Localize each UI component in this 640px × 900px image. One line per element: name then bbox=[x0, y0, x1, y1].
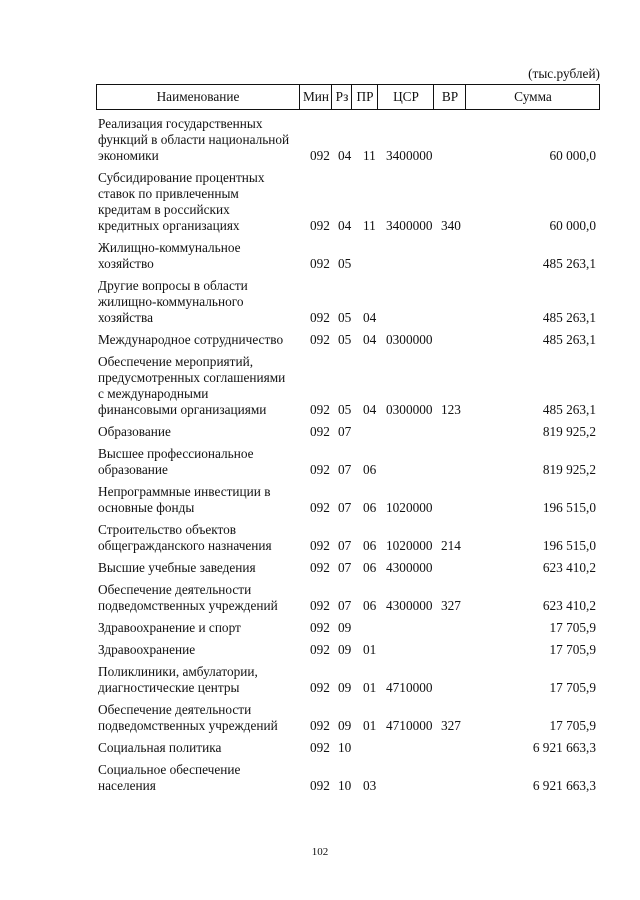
row-sum: 819 925,2 bbox=[542, 462, 596, 477]
header-rz: Рз bbox=[331, 85, 352, 109]
row-sum: 485 263,1 bbox=[542, 310, 596, 325]
row-min: 092 bbox=[310, 740, 330, 755]
row-name: Другие вопросы в области жилищно-коммунального хозяйства bbox=[98, 278, 248, 325]
row-min: 092 bbox=[310, 462, 330, 477]
row-csr: 4710000 bbox=[386, 680, 433, 695]
row-sum: 819 925,2 bbox=[542, 424, 596, 439]
row-name: Здравоохранение и спорт bbox=[98, 620, 241, 635]
row-rz: 05 bbox=[338, 332, 352, 347]
row-sum: 623 410,2 bbox=[542, 598, 596, 613]
header-pr: ПР bbox=[351, 85, 378, 109]
row-pr: 04 bbox=[363, 310, 377, 325]
row-sum: 623 410,2 bbox=[542, 560, 596, 575]
row-min: 092 bbox=[310, 680, 330, 695]
row-pr: 06 bbox=[363, 462, 377, 477]
row-csr: 4300000 bbox=[386, 598, 433, 613]
row-name: Поликлиники, амбулатории, диагностические центры bbox=[98, 664, 258, 695]
row-min: 092 bbox=[310, 218, 330, 233]
row-rz: 10 bbox=[338, 778, 352, 793]
row-min: 092 bbox=[310, 148, 330, 163]
table-row bbox=[0, 762, 640, 794]
row-sum: 17 705,9 bbox=[549, 620, 596, 635]
row-rz: 04 bbox=[338, 218, 352, 233]
row-pr: 01 bbox=[363, 642, 377, 657]
row-rz: 09 bbox=[338, 620, 352, 635]
row-name: Жилищно-коммунальное хозяйство bbox=[98, 240, 241, 271]
table-row bbox=[0, 702, 640, 734]
table-row bbox=[0, 620, 640, 636]
row-rz: 07 bbox=[338, 462, 352, 477]
header-sum: Сумма bbox=[465, 85, 600, 109]
row-sum: 485 263,1 bbox=[542, 332, 596, 347]
table-row bbox=[0, 484, 640, 516]
row-min: 092 bbox=[310, 402, 330, 417]
row-min: 092 bbox=[310, 424, 330, 439]
row-csr: 3400000 bbox=[386, 218, 433, 233]
table-row bbox=[0, 582, 640, 614]
row-name: Реализация государственных функций в области национальной экономики bbox=[98, 116, 290, 163]
row-min: 092 bbox=[310, 256, 330, 271]
row-name: Высшее профессиональное образование bbox=[98, 446, 254, 477]
row-csr: 3400000 bbox=[386, 148, 433, 163]
row-pr: 04 bbox=[363, 332, 377, 347]
row-min: 092 bbox=[310, 560, 330, 575]
row-vr: 123 bbox=[441, 402, 461, 417]
row-sum: 196 515,0 bbox=[542, 500, 596, 515]
row-sum: 485 263,1 bbox=[542, 256, 596, 271]
row-name: Здравоохранение bbox=[98, 642, 196, 657]
row-pr: 06 bbox=[363, 500, 377, 515]
row-pr: 04 bbox=[363, 402, 377, 417]
table-row bbox=[0, 424, 640, 440]
header-min: Мин bbox=[299, 85, 332, 109]
row-csr: 0300000 bbox=[386, 402, 433, 417]
row-rz: 10 bbox=[338, 740, 352, 755]
row-rz: 09 bbox=[338, 642, 352, 657]
row-name: Субсидирование процентных ставок по привлеченным кредитам в российских кредитных организациях bbox=[98, 170, 265, 233]
table-row bbox=[0, 740, 640, 756]
row-min: 092 bbox=[310, 718, 330, 733]
table-row bbox=[0, 642, 640, 658]
row-sum: 485 263,1 bbox=[542, 402, 596, 417]
row-sum: 196 515,0 bbox=[542, 538, 596, 553]
row-name: Образование bbox=[98, 424, 171, 439]
row-rz: 04 bbox=[338, 148, 352, 163]
row-csr: 4710000 bbox=[386, 718, 433, 733]
row-min: 092 bbox=[310, 620, 330, 635]
row-rz: 09 bbox=[338, 718, 352, 733]
row-name: Строительство объектов общегражданского назначения bbox=[98, 522, 272, 553]
row-min: 092 bbox=[310, 500, 330, 515]
row-min: 092 bbox=[310, 778, 330, 793]
table-row bbox=[0, 240, 640, 272]
row-min: 092 bbox=[310, 598, 330, 613]
table-row bbox=[0, 560, 640, 576]
table-row bbox=[0, 332, 640, 348]
row-rz: 07 bbox=[338, 424, 352, 439]
row-name: Социальная политика bbox=[98, 740, 222, 755]
row-name: Социальное обеспечение населения bbox=[98, 762, 241, 793]
row-sum: 17 705,9 bbox=[549, 718, 596, 733]
row-min: 092 bbox=[310, 642, 330, 657]
table-row bbox=[0, 446, 640, 478]
row-name: Обеспечение деятельности подведомственных учреждений bbox=[98, 702, 278, 733]
row-rz: 09 bbox=[338, 680, 352, 695]
row-rz: 07 bbox=[338, 598, 352, 613]
row-pr: 11 bbox=[363, 148, 376, 163]
row-sum: 60 000,0 bbox=[549, 148, 596, 163]
table-row bbox=[0, 522, 640, 554]
row-pr: 06 bbox=[363, 560, 377, 575]
table-header bbox=[96, 84, 600, 110]
table-row bbox=[0, 664, 640, 696]
row-name: Непрограммные инвестиции в основные фонды bbox=[98, 484, 271, 515]
row-name: Высшие учебные заведения bbox=[98, 560, 256, 575]
units-label: (тыс.рублей) bbox=[528, 66, 600, 81]
row-pr: 01 bbox=[363, 718, 377, 733]
table-row bbox=[0, 354, 640, 418]
row-min: 092 bbox=[310, 310, 330, 325]
row-rz: 05 bbox=[338, 402, 352, 417]
header-name: Наименование bbox=[156, 89, 240, 104]
row-rz: 07 bbox=[338, 560, 352, 575]
row-min: 092 bbox=[310, 538, 330, 553]
row-vr: 214 bbox=[441, 538, 461, 553]
row-sum: 17 705,9 bbox=[549, 680, 596, 695]
page-number: 102 bbox=[311, 846, 329, 858]
row-name: Обеспечение деятельности подведомственных учреждений bbox=[98, 582, 278, 613]
row-sum: 6 921 663,3 bbox=[532, 740, 596, 755]
row-vr: 327 bbox=[441, 598, 461, 613]
row-rz: 07 bbox=[338, 538, 352, 553]
row-rz: 05 bbox=[338, 256, 352, 271]
row-pr: 11 bbox=[363, 218, 376, 233]
row-pr: 01 bbox=[363, 680, 377, 695]
row-csr: 1020000 bbox=[386, 538, 433, 553]
row-name: Обеспечение мероприятий, предусмотренных соглашениями с международными финансовыми организациями bbox=[98, 354, 286, 417]
table-row bbox=[0, 170, 640, 234]
row-sum: 60 000,0 bbox=[549, 218, 596, 233]
row-csr: 1020000 bbox=[386, 500, 433, 515]
row-vr: 327 bbox=[441, 718, 461, 733]
row-sum: 17 705,9 bbox=[549, 642, 596, 657]
row-pr: 03 bbox=[363, 778, 377, 793]
row-rz: 05 bbox=[338, 310, 352, 325]
header-csr: ЦСР bbox=[377, 85, 434, 109]
table-row bbox=[0, 278, 640, 326]
row-csr: 0300000 bbox=[386, 332, 433, 347]
header-vr: ВР bbox=[433, 85, 466, 109]
row-pr: 06 bbox=[363, 538, 377, 553]
row-sum: 6 921 663,3 bbox=[532, 778, 596, 793]
row-csr: 4300000 bbox=[386, 560, 433, 575]
table-row bbox=[0, 116, 640, 164]
row-pr: 06 bbox=[363, 598, 377, 613]
row-min: 092 bbox=[310, 332, 330, 347]
row-name: Международное сотрудничество bbox=[98, 332, 284, 347]
row-rz: 07 bbox=[338, 500, 352, 515]
row-vr: 340 bbox=[441, 218, 461, 233]
